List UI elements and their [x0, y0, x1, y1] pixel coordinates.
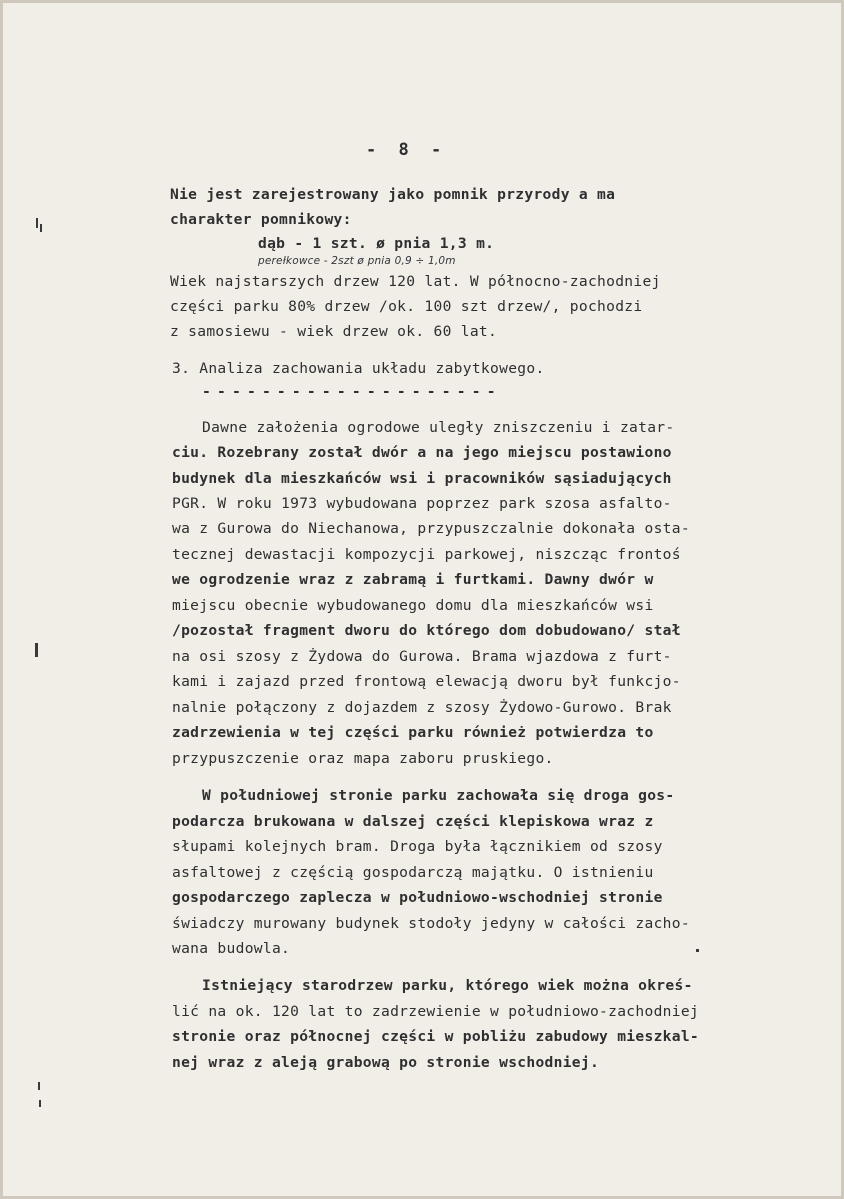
scan-mark [36, 218, 38, 228]
paragraph-1-line: /pozostał fragment dworu do którego dom dobudowano/ stał [172, 622, 681, 639]
paragraph-1-line: Dawne założenia ogrodowe uległy zniszczeniu i zatar- [202, 419, 675, 436]
heading-underline: -------------------- [202, 383, 502, 400]
paragraph-2-line: W południowej stronie parku zachowała się droga gos- [202, 787, 675, 804]
scan-mark [696, 949, 699, 952]
paragraph-1-line: miejscu obecnie wybudowanego domu dla mieszkańców wsi [172, 597, 654, 614]
paragraph-1-line: zadrzewienia w tej części parku również potwierdza to [172, 724, 654, 741]
intro-line: charakter pomnikowy: [170, 211, 352, 228]
paragraph-2-line: świadczy murowany budynek stodoły jedyny w całości zacho- [172, 915, 690, 932]
paragraph-1-line: nalnie połączony z dojazdem z szosy Żydowo-Gurowo. Brak [172, 699, 672, 716]
age-line: części parku 80% drzew /ok. 100 szt drzew/, pochodzi [170, 298, 643, 315]
paragraph-1-line: tecznej dewastacji kompozycji parkowej, niszcząc frontoś [172, 546, 681, 563]
paragraph-1-line: budynek dla mieszkańców wsi i pracowników sąsiadujących [172, 470, 672, 487]
tree-entry: dąb - 1 szt. ø pnia 1,3 m. [258, 235, 495, 252]
paragraph-1-line: na osi szosy z Żydowa do Gurowa. Brama wjazdowa z furt- [172, 648, 672, 665]
paragraph-2-line: podarcza brukowana w dalszej części klepiskowa wraz z [172, 813, 654, 830]
paragraph-3-line: Istniejący starodrzew parku, którego wiek można okreś- [202, 977, 693, 994]
paragraph-3-line: nej wraz z aleją grabową po stronie wschodniej. [172, 1054, 600, 1071]
paragraph-2-line: wana budowla. [172, 940, 291, 957]
paragraph-1-line: wa z Gurowa do Niechanowa, przypuszczalnie dokonała osta- [172, 520, 690, 537]
age-line: z samosiewu - wiek drzew ok. 60 lat. [170, 323, 498, 340]
paragraph-3-line: lić na ok. 120 lat to zadrzewienie w południowo-zachodniej [172, 1003, 699, 1020]
paragraph-1-line: we ogrodzenie wraz z zabramą i furtkami. Dawny dwór w [172, 571, 654, 588]
paragraph-2-line: gospodarczego zaplecza w południowo-wschodniej stronie [172, 889, 663, 906]
paragraph-2-line: asfaltowej z częścią gospodarczą majątku. O istnieniu [172, 864, 654, 881]
paragraph-1-line: ciu. Rozebrany został dwór a na jego miejscu postawiono [172, 444, 672, 461]
page-number: - 8 - [366, 140, 448, 160]
scan-mark [40, 224, 42, 232]
paragraph-2-line: słupami kolejnych bram. Droga była łącznikiem od szosy [172, 838, 663, 855]
scan-mark [38, 1082, 40, 1090]
paragraph-1-line: kami i zajazd przed frontową elewacją dworu był funkcjo- [172, 673, 681, 690]
handwritten-note: perełkowce - 2szt ø pnia 0,9 ÷ 1,0m [258, 255, 456, 267]
age-line: Wiek najstarszych drzew 120 lat. W północno-zachodniej [170, 273, 661, 290]
intro-line: Nie jest zarejestrowany jako pomnik przyrody a ma [170, 186, 616, 203]
paragraph-1-line: PGR. W roku 1973 wybudowana poprzez park szosa asfalto- [172, 495, 672, 512]
scan-mark [39, 1100, 41, 1107]
section-heading: 3. Analiza zachowania układu zabytkowego. [172, 360, 545, 377]
paragraph-3-line: stronie oraz północnej części w pobliżu zabudowy mieszkal- [172, 1028, 699, 1045]
paragraph-1-line: przypuszczenie oraz mapa zaboru pruskiego. [172, 750, 554, 767]
scan-mark [35, 643, 38, 657]
